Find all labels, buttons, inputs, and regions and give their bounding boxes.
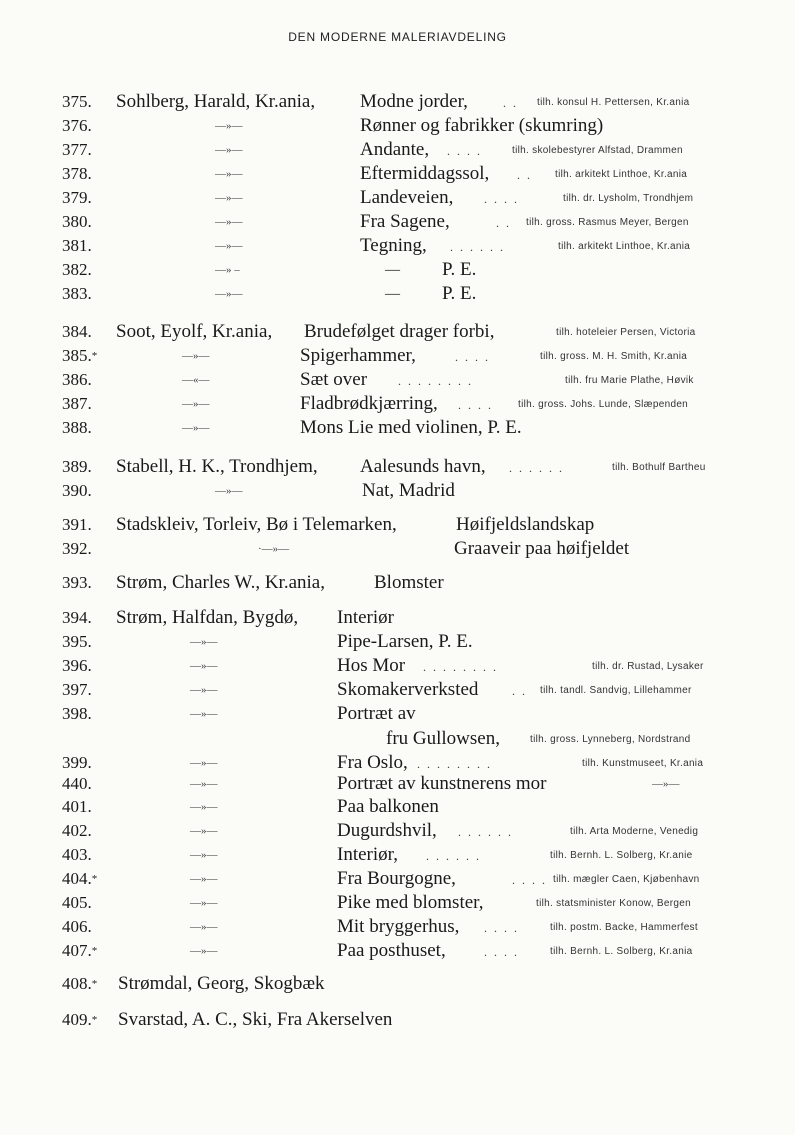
- catalog-entry-406: [0, 915, 795, 939]
- entry-number: 379.: [62, 188, 92, 207]
- catalog-entry-380: [0, 210, 795, 234]
- catalog-entry-398-cont: [0, 727, 795, 751]
- owner: tilh. gross. Lynneberg, Nordstrand: [530, 734, 691, 745]
- ditto-mark: —»—: [190, 708, 218, 720]
- catalog-entry-383: [0, 282, 795, 306]
- ditto-mark: —»—: [190, 757, 218, 769]
- entry-number: 378.: [62, 164, 92, 183]
- ditto-mark: —»—: [182, 350, 210, 362]
- ditto-mark: —»—: [190, 778, 218, 790]
- entry-number: 396.: [62, 656, 92, 675]
- leader-dots: . . . .: [455, 350, 490, 364]
- entry-number: 380.: [62, 212, 92, 231]
- catalog-entry-389: [0, 455, 795, 479]
- catalog-entry-395: [0, 630, 795, 654]
- artist-name: Sohlberg, Harald, Kr.ania,: [116, 91, 316, 112]
- ditto-mark: —»—: [190, 684, 218, 696]
- entry-number: 389.: [62, 457, 92, 476]
- artist-name: Strøm, Charles W., Kr.ania,: [116, 572, 325, 593]
- owner: tilh. postm. Backe, Hammerfest: [550, 922, 698, 933]
- catalog-entry-387: [0, 392, 795, 416]
- owner: tilh. hoteleier Persen, Victoria: [556, 327, 696, 338]
- catalog-entry-397: [0, 678, 795, 702]
- leader-dots: . .: [517, 168, 532, 182]
- leader-dots: . . . .: [484, 192, 519, 206]
- entry-number: 388.: [62, 418, 92, 437]
- leader-dots: . . . . . .: [458, 825, 513, 839]
- owner: tilh. arkitekt Linthoe, Kr.ania: [555, 169, 688, 180]
- ditto-mark: —»—: [215, 144, 243, 156]
- catalog-entry-402: [0, 819, 795, 843]
- catalog-entry-379: [0, 186, 795, 210]
- artwork-title: Paa balkonen: [337, 796, 439, 817]
- ditto-mark: —»—: [182, 398, 210, 410]
- entry-number: 381.: [62, 236, 92, 255]
- entry-number: 405.: [62, 893, 92, 912]
- owner: tilh. fru Marie Plathe, Høvik: [565, 375, 694, 386]
- ditto-mark: —»—: [215, 192, 243, 204]
- artwork-title: Nat, Madrid: [362, 480, 455, 501]
- catalog-entry-392: [0, 537, 795, 561]
- entry-number: 376.: [62, 116, 92, 135]
- entry-number: 401.: [62, 797, 92, 816]
- owner: tilh. dr. Lysholm, Trondhjem: [563, 193, 694, 204]
- artwork-title: Fra Sagene,: [360, 211, 450, 232]
- ditto-mark: —» –: [215, 264, 240, 276]
- owner: tilh. konsul H. Pettersen, Kr.ania: [537, 97, 690, 108]
- leader-dots: . .: [512, 684, 527, 698]
- leader-dots: . .: [503, 96, 518, 110]
- catalog-entry-384: [0, 320, 795, 344]
- ditto-mark: —»—: [190, 945, 218, 957]
- artwork-title: P. E.: [442, 259, 477, 280]
- entry-number: 395.: [62, 632, 92, 651]
- catalog-entry-382: [0, 258, 795, 282]
- catalog-entry-385: [0, 344, 795, 368]
- star-mark: *: [91, 1014, 98, 1026]
- entry-number: 387.: [62, 394, 92, 413]
- star-mark: *: [91, 350, 98, 362]
- catalog-entry-377: [0, 138, 795, 162]
- entry-number: 403.: [62, 845, 92, 864]
- artwork-title: Fra Oslo,: [337, 752, 408, 773]
- artist-name: Svarstad, A. C., Ski, Fra Akerselven: [118, 1009, 393, 1030]
- leader-dots: . . . . . . . .: [423, 660, 498, 674]
- artist-name: Stabell, H. K., Trondhjem,: [116, 456, 318, 477]
- catalog-entry-440: [0, 772, 795, 796]
- catalog-entry-391: [0, 513, 795, 537]
- catalog-entry-376: [0, 114, 795, 138]
- entry-number: 390.: [62, 481, 92, 500]
- leader-dots: . . . . . .: [509, 461, 564, 475]
- ditto-mark: —»—: [215, 168, 243, 180]
- catalog-entry-381: [0, 234, 795, 258]
- artwork-title: Modne jorder,: [360, 91, 468, 112]
- catalog-entry-388: [0, 416, 795, 440]
- entry-number: 409.*: [62, 1010, 98, 1029]
- artwork-title: Mons Lie med violinen, P. E.: [300, 417, 522, 438]
- catalog-entry-405: [0, 891, 795, 915]
- owner: tilh. gross. M. H. Smith, Kr.ania: [540, 351, 688, 362]
- ditto-mark: —»—: [215, 288, 243, 300]
- entry-number: 404.*: [62, 869, 98, 888]
- owner: tilh. gross. Rasmus Meyer, Bergen: [526, 217, 689, 228]
- catalog-entry-386: [0, 368, 795, 392]
- catalog-entry-403: [0, 843, 795, 867]
- artwork-title: Mit bryggerhus,: [337, 916, 460, 937]
- catalog-entry-401: [0, 795, 795, 819]
- artwork-title: Interiør,: [337, 844, 398, 865]
- dash: —: [385, 262, 400, 278]
- entry-number: 382.: [62, 260, 92, 279]
- ditto-mark: —»—: [190, 873, 218, 885]
- leader-dots: . . . . . . . .: [417, 757, 492, 771]
- ditto-mark: —»—: [215, 240, 243, 252]
- owner: tilh. tandl. Sandvig, Lillehammer: [540, 685, 692, 696]
- owner: tilh. Bothulf Bartheu: [612, 462, 706, 473]
- ditto-mark: —»—: [182, 422, 210, 434]
- owner: tilh. arkitekt Linthoe, Kr.ania: [558, 241, 691, 252]
- artist-name: Strøm, Halfdan, Bygdø,: [116, 607, 299, 628]
- owner: tilh. Kunstmuseet, Kr.ania: [582, 758, 704, 769]
- star-mark: *: [91, 978, 98, 990]
- artwork-title: Høifjeldslandskap: [456, 514, 595, 535]
- owner: tilh. dr. Rustad, Lysaker: [592, 661, 704, 672]
- entry-number: 384.: [62, 322, 92, 341]
- catalog-entry-390: [0, 479, 795, 503]
- artist-name: Strømdal, Georg, Skogbæk: [118, 973, 325, 994]
- entry-number: 385.*: [62, 346, 98, 365]
- catalog-entry-396: [0, 654, 795, 678]
- artwork-title: Pipe-Larsen, P. E.: [337, 631, 473, 652]
- owner: tilh. Bernh. L. Solberg, Kr.anie: [550, 850, 693, 861]
- artwork-title: fru Gullowsen,: [386, 728, 500, 749]
- owner: tilh. statsminister Konow, Bergen: [536, 898, 691, 909]
- leader-dots: . .: [496, 216, 511, 230]
- ditto-mark: —»—: [215, 120, 243, 132]
- artwork-title: Aalesunds havn,: [360, 456, 486, 477]
- ditto-mark: —»—: [215, 485, 243, 497]
- artwork-title: Brudefølget drager forbi,: [304, 321, 495, 342]
- artwork-title: Skomakerverksted: [337, 679, 479, 700]
- artwork-title: Hos Mor: [337, 655, 406, 676]
- entry-number: 398.: [62, 704, 92, 723]
- artwork-title: Fra Bourgogne,: [337, 868, 456, 889]
- leader-dots: . . . .: [512, 873, 547, 887]
- ditto-mark: —»—: [190, 897, 218, 909]
- catalog-entry-404: [0, 867, 795, 891]
- leader-dots: . . . .: [484, 945, 519, 959]
- owner: tilh. skolebestyrer Alfstad, Drammen: [512, 145, 683, 156]
- entry-number: 393.: [62, 573, 92, 592]
- artwork-title: Paa posthuset,: [337, 940, 446, 961]
- artwork-title: Pike med blomster,: [337, 892, 484, 913]
- owner: tilh. Arta Moderne, Venedig: [570, 826, 699, 837]
- entry-number: 394.: [62, 608, 92, 627]
- ditto-mark: —»—: [190, 825, 218, 837]
- artwork-title: Tegning,: [360, 235, 427, 256]
- star-mark: *: [91, 945, 98, 957]
- artwork-title: Dugurdshvil,: [337, 820, 437, 841]
- entry-number: 375.: [62, 92, 92, 111]
- artwork-title: Sæt over: [300, 369, 368, 390]
- artwork-title: Portræt av kunstnerens mor: [337, 773, 547, 794]
- leader-dots: . . . .: [484, 921, 519, 935]
- catalog-entry-378: [0, 162, 795, 186]
- entry-number: 402.: [62, 821, 92, 840]
- entry-number: 407.*: [62, 941, 98, 960]
- leader-dots: . . . . . .: [450, 240, 505, 254]
- entry-number: 383.: [62, 284, 92, 303]
- artwork-title: Fladbrødkjærring,: [300, 393, 438, 414]
- leader-dots: . . . . . .: [426, 849, 481, 863]
- artwork-title: Andante,: [360, 139, 430, 160]
- catalog-entry-407: [0, 939, 795, 963]
- artist-name: Soot, Eyolf, Kr.ania,: [116, 321, 273, 342]
- entry-number: 386.: [62, 370, 92, 389]
- ditto-mark: ·—»—: [258, 543, 290, 555]
- artist-name: Stadskleiv, Torleiv, Bø i Telemarken,: [116, 514, 397, 535]
- star-mark: *: [91, 873, 98, 885]
- entry-number: 399.: [62, 753, 92, 772]
- owner: tilh. gross. Johs. Lunde, Slæpenden: [518, 399, 689, 410]
- artwork-title: Landeveien,: [360, 187, 454, 208]
- entry-number: 408.*: [62, 974, 98, 993]
- leader-dots: . . . .: [447, 144, 482, 158]
- catalog-entry-409: [0, 1008, 795, 1032]
- ditto-mark: —»—: [190, 636, 218, 648]
- artwork-title: Graaveir paa høifjeldet: [454, 538, 630, 559]
- owner: tilh. Bernh. L. Solberg, Kr.ania: [550, 946, 693, 957]
- entry-number: 377.: [62, 140, 92, 159]
- owner: tilh. mægler Caen, Kjøbenhavn: [553, 874, 700, 885]
- artwork-title: Rønner og fabrikker (skumring): [360, 115, 604, 136]
- ditto-mark: —»—: [190, 921, 218, 933]
- entry-number: 406.: [62, 917, 92, 936]
- ditto-mark: —»—: [652, 778, 680, 790]
- artwork-title: Blomster: [374, 572, 444, 593]
- page-header: DEN MODERNE MALERIAVDELING: [288, 30, 507, 44]
- entry-number: 397.: [62, 680, 92, 699]
- leader-dots: . . . . . . . .: [398, 374, 473, 388]
- catalog-entry-398: [0, 702, 795, 726]
- artwork-title: Eftermiddagssol,: [360, 163, 490, 184]
- ditto-mark: —«—: [182, 374, 210, 386]
- entry-number: 391.: [62, 515, 92, 534]
- catalog-entry-393: [0, 571, 795, 595]
- dash: —: [385, 286, 400, 302]
- leader-dots: . . . .: [458, 398, 493, 412]
- ditto-mark: —»—: [215, 216, 243, 228]
- entry-number: 392.: [62, 539, 92, 558]
- catalog-entry-394: [0, 606, 795, 630]
- entry-number: 440.: [62, 774, 92, 793]
- catalog-entry-408: [0, 972, 795, 996]
- artwork-title: Interiør: [337, 607, 394, 628]
- ditto-mark: —»—: [190, 660, 218, 672]
- artwork-title: Portræt av: [337, 703, 416, 724]
- artwork-title: Spigerhammer,: [300, 345, 416, 366]
- ditto-mark: —»—: [190, 801, 218, 813]
- catalog-entry-375: [0, 90, 795, 114]
- ditto-mark: —»—: [190, 849, 218, 861]
- artwork-title: P. E.: [442, 283, 477, 304]
